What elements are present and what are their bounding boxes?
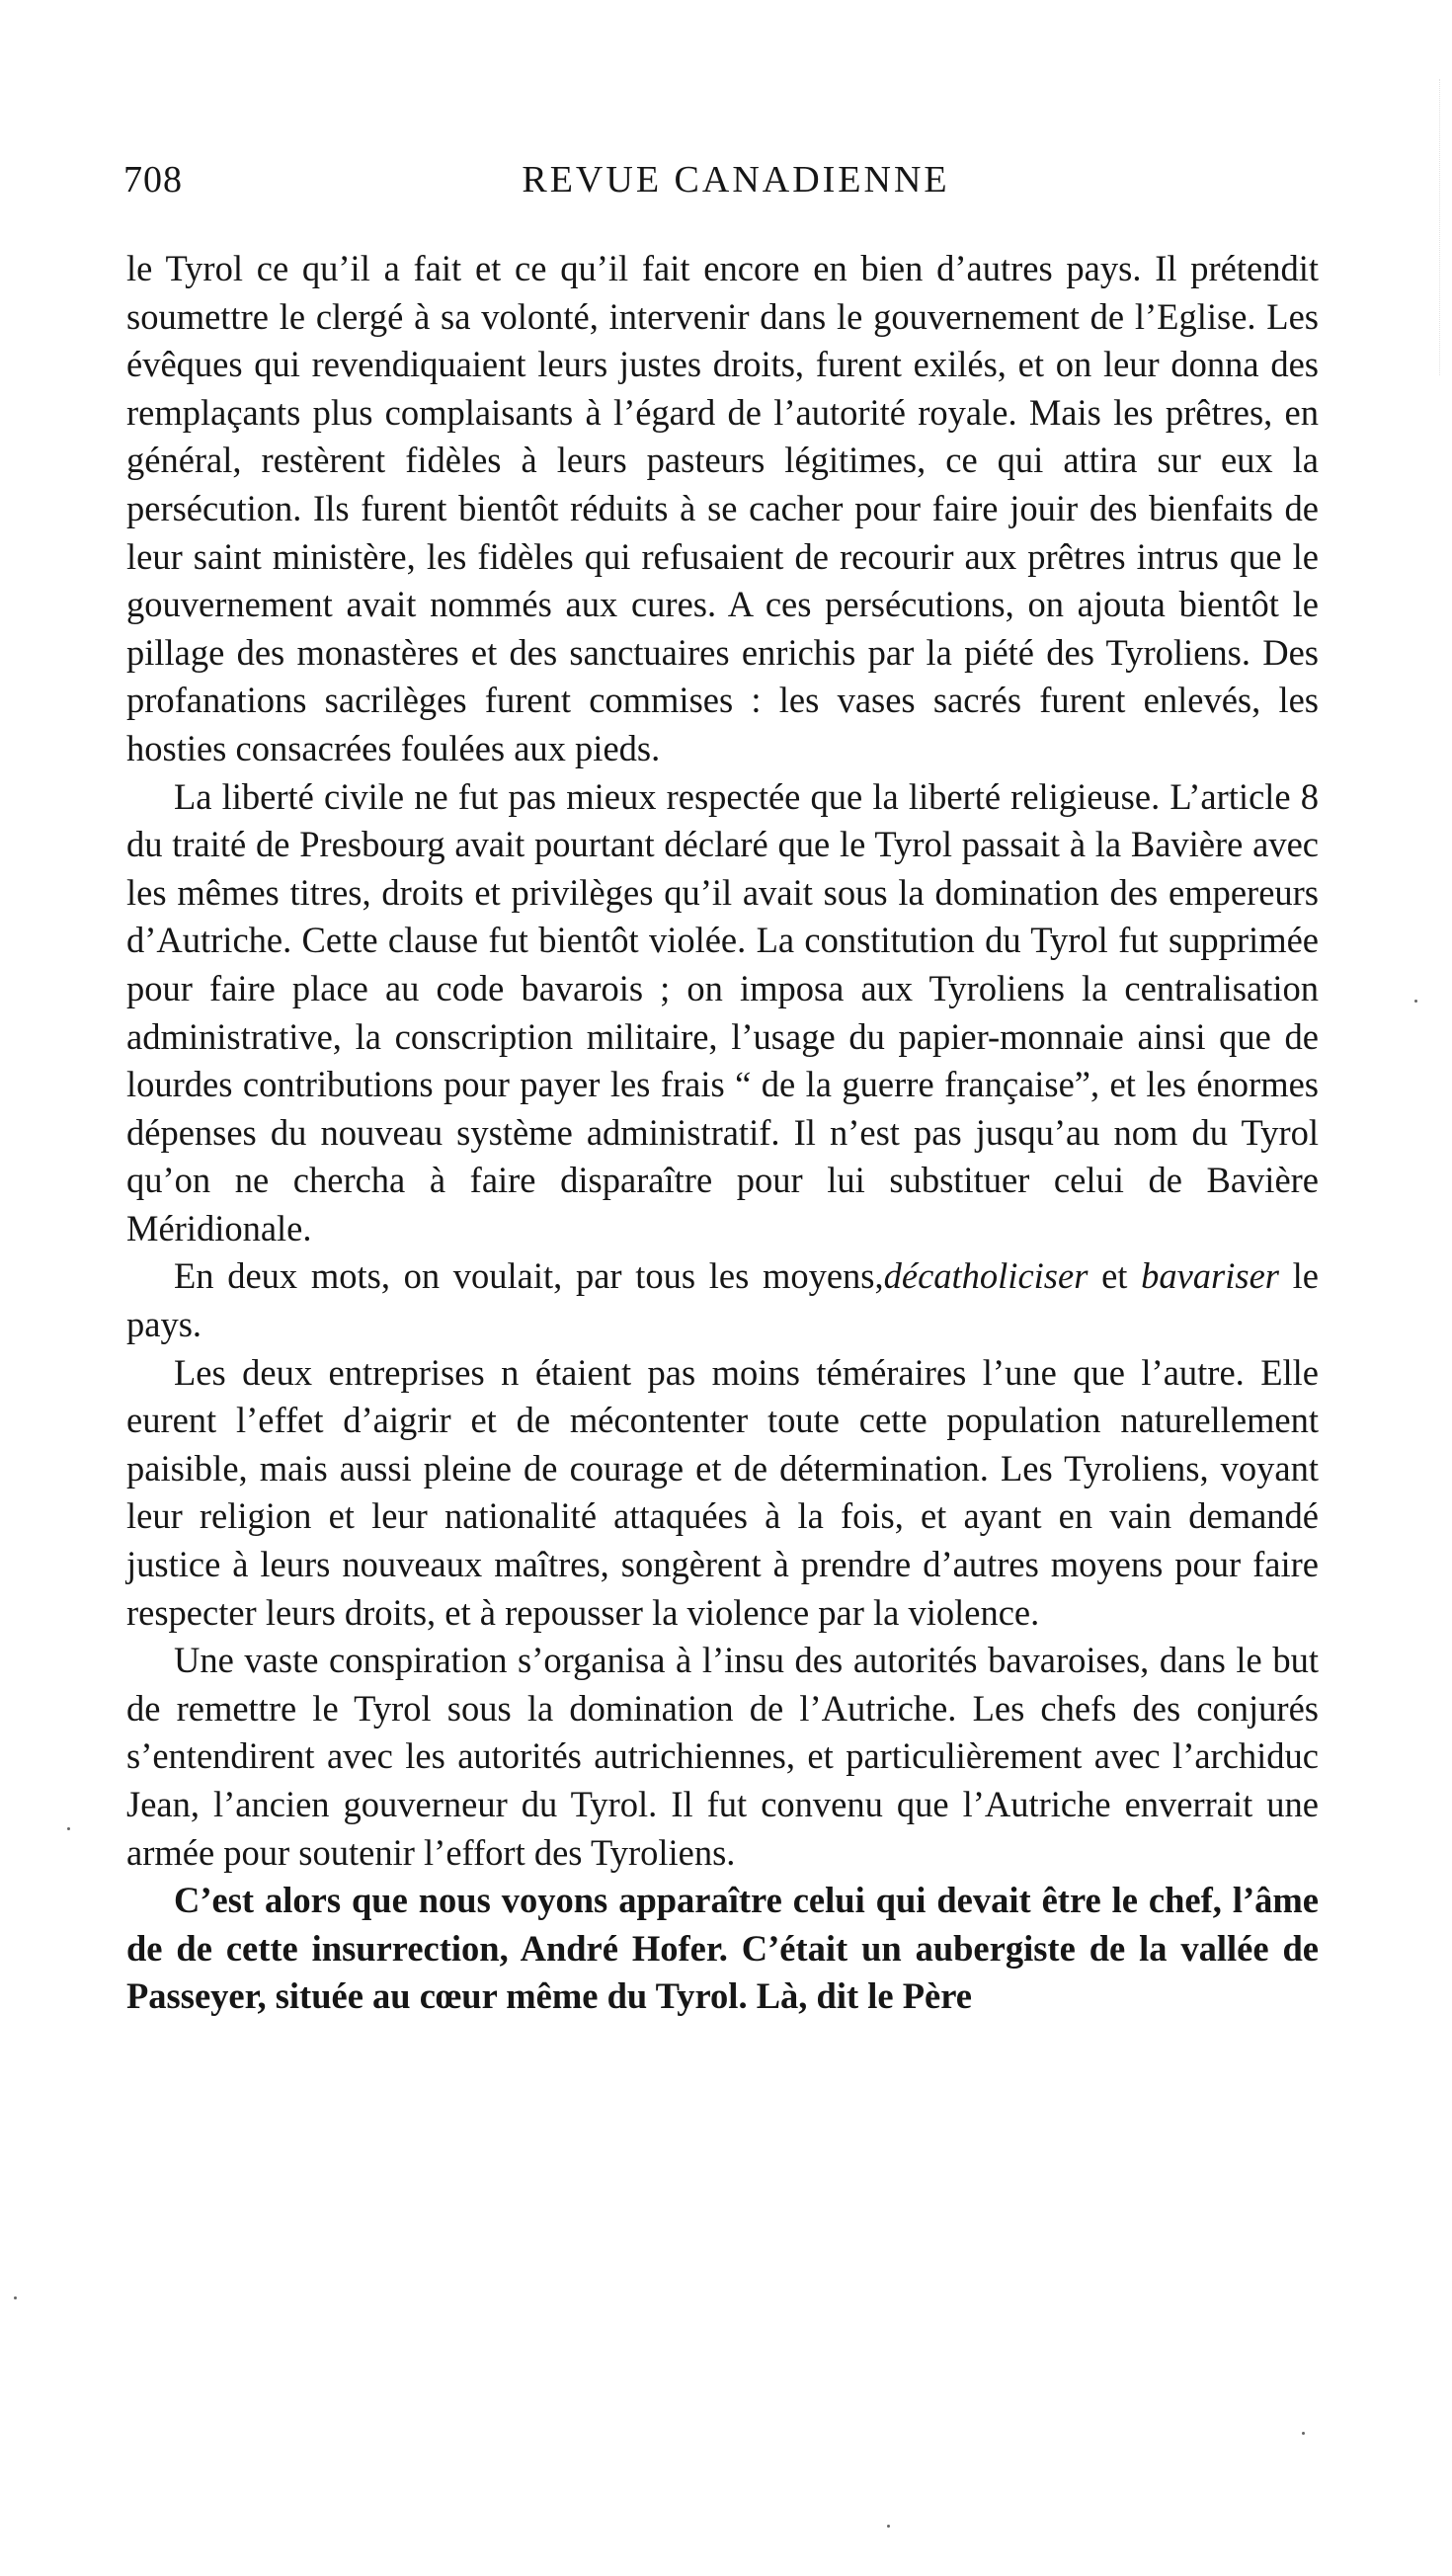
scan-speck: [14, 2296, 17, 2299]
paragraph-3-before: En deux mots, on voulait, par tous les moyens,: [174, 1255, 884, 1297]
body-text: [126, 245, 1319, 2021]
paragraph-4: Les deux entreprises n étaient pas moins téméraires l’une que l’autre. Elle eurent l’effet d’aigrir et de mécontenter toute cette population naturellement paisible, mais aussi pleine de courage et de détermination. Les Tyroliens, voyant leur religion et leur nationalité attaquées à la fois, et ayant en vain demandé justice à leurs nouveaux maîtres, songèrent à prendre d’autres moyens pour faire respecter leurs droits, et à repousser la violence par la violence.: [126, 1351, 1319, 1633]
paragraph-6: C’est alors que nous voyons apparaître celui qui devait être le chef, l’âme de de cette insurrection, André Hofer. C’était un aubergiste de la vallée de Passeyer, située au cœur même du Tyrol. Là, dit le Père: [126, 1880, 1319, 2017]
paragraph-3-after: le pays.: [126, 1255, 1320, 1345]
scan-speck: [887, 2525, 890, 2528]
page-number: 708: [123, 159, 183, 201]
paragraph-3-middle: et: [1088, 1255, 1142, 1297]
paragraph-1: le Tyrol ce qu’il a fait et ce qu’il fait encore en bien d’autres pays. Il prétendit soumettre le clergé à sa volonté, intervenir dans le gouvernement de l’Eglise. Les évêques qui revendiquaient leurs justes droits, furent exilés, et on leur donna des remplaçants plus complaisants à l’égard de l’autorité royale. Mais les prêtres, en général, restèrent fidèles à leurs pasteurs légitimes, ce qui attira sur eux la persécution. Ils furent bientôt réduits à se cacher pour faire jouir des bienfaits de leur saint ministère, les fidèles qui refusaient de recourir aux prêtres intrus que le gouvernement avait nommés aux cures. A ces persécutions, on ajouta bientôt le pillage des monastères et des sanctuaires enrichis par la piété des Tyroliens. Des profanations sacrilèges furent commises : les vases sacrés furent enlevés, les hosties consacrées foulées aux pieds.: [126, 248, 1319, 768]
italic-term-decatholiciser: décatholiciser: [883, 1255, 1089, 1297]
running-head: [123, 158, 1319, 217]
journal-title: REVUE CANADIENNE: [522, 159, 950, 201]
paragraph-3: [126, 1252, 1319, 1348]
italic-term-bavariser: bavariser: [1141, 1255, 1279, 1297]
scan-speck: [67, 1827, 70, 1830]
scan-speck: [1414, 1000, 1417, 1003]
scan-speck: [1302, 2432, 1305, 2435]
paragraph-5: Une vaste conspiration s’organisa à l’insu des autorités bavaroises, dans le but de remettre le Tyrol sous la domination de l’Autriche. Les chefs des conjurés s’entendirent avec les autorités autrichiennes, et particulièrement avec l’archiduc Jean, l’ancien gouverneur du Tyrol. Il fut convenu que l’Autriche enverrait une armée pour soutenir l’effort des Tyroliens.: [126, 1640, 1319, 1873]
paragraph-2: La liberté civile ne fut pas mieux respectée que la liberté religieuse. L’article 8 du traité de Presbourg avait pourtant déclaré que le Tyrol passait à la Bavière avec les mêmes titres, droits et privilèges qu’il avait sous la domination des empereurs d’Autriche. Cette clause fut bientôt violée. La constitution du Tyrol fut supprimée pour faire place au code bavarois ; on imposa aux Tyroliens la centralisation administrative, la conscription militaire, l’usage du papier-monnaie ainsi que de lourdes contributions pour payer les frais “ de la guerre française”, et les énormes dépenses du nouveau système administratif. Il n’est pas jusqu’au nom du Tyrol qu’on ne chercha à faire disparaître pour lui substituer celui de Bavière Méridionale.: [126, 775, 1319, 1248]
scan-margin-noise: [1439, 79, 1452, 375]
